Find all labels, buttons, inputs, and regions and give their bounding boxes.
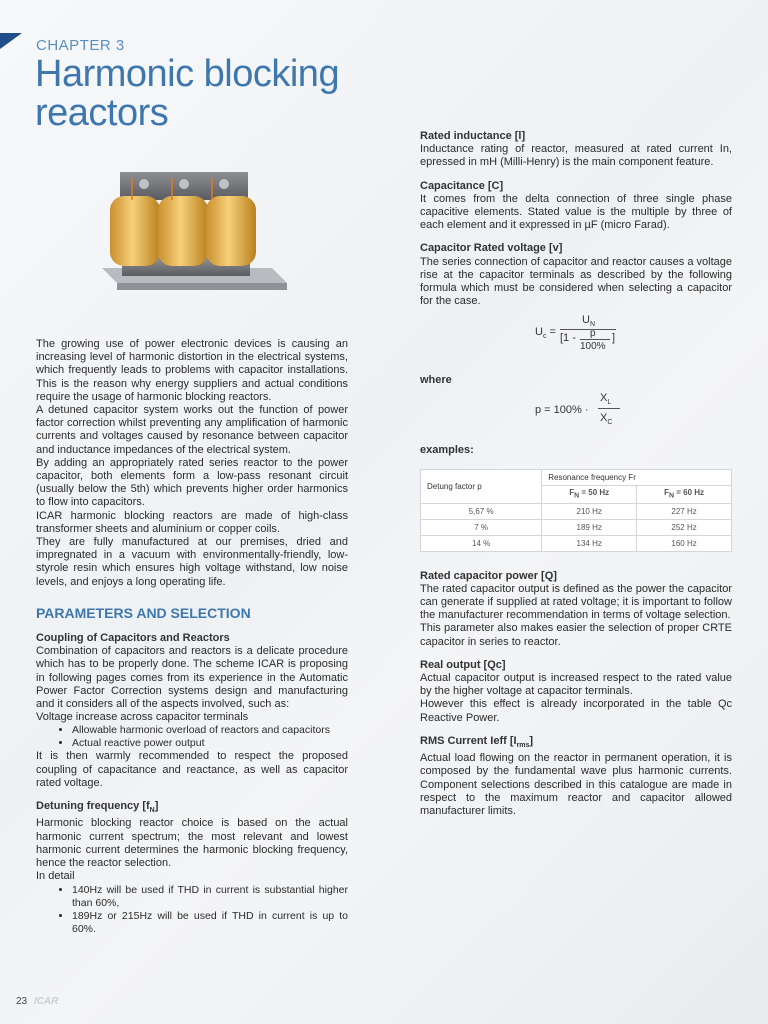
intro-paragraph: A detuned capacitor system works out the function of power factor correction whilst preventing any amplification of harmonic currents and voltages caused by resonance between capacitor and inductance impedances of the electrical system. bbox=[36, 404, 348, 456]
page-number: 23 bbox=[16, 996, 28, 1007]
table-cell: 5,67 % bbox=[421, 503, 542, 519]
chapter-label: CHAPTER 3 bbox=[36, 37, 125, 54]
rms-text: Actual load flowing on the reactor in permanent operation, it is composed by the fundamental wave plus harmonic currents. Component selections described in this catalogue are made in respect to the maximum reactor and capacitor allowed manufacturer limits. bbox=[420, 752, 732, 818]
rms-heading: RMS Current Ieff $[I_{rms}]$ bbox=[420, 734, 534, 750]
brand-logo: ICAR bbox=[33, 996, 59, 1007]
table-row bbox=[421, 503, 732, 519]
detuning-formula: p = 100% · $X_L$ $X_C$ bbox=[420, 392, 732, 434]
power-heading: Rated capacitor power [Q] bbox=[420, 569, 557, 582]
capacitance-heading: Capacitance [C] bbox=[420, 179, 504, 192]
table-cell: 160 Hz bbox=[637, 535, 732, 551]
table-header: Resonance frequency Fr bbox=[542, 469, 732, 485]
left-column bbox=[36, 338, 348, 936]
table-header: Detung factor p bbox=[421, 469, 542, 503]
table-cell: 14 % bbox=[421, 535, 542, 551]
corner-accent bbox=[0, 33, 22, 49]
detuning-heading: Detuning frequency $[f_N]$ bbox=[36, 800, 159, 815]
list-item: • 189Hz or 215Hz will be used if THD in current is up to 60%. bbox=[72, 910, 348, 936]
detuning-text: Harmonic blocking reactor choice is based on the actual harmonic current spectrum; the most relevant and lowest harmonic current determines the harmonic blocking frequency, hence the reactor selection. bbox=[36, 817, 348, 870]
voltage-formula: $U_c$ = $U_N$ [1 - p 100% ] bbox=[535, 314, 616, 353]
table-cell: 189 Hz bbox=[542, 519, 637, 535]
table-cell: 252 Hz bbox=[637, 519, 732, 535]
real-output-text: Actual capacitor output is increased respect to the rated value by the higher voltage at capacitor terminals. bbox=[420, 672, 732, 698]
where-label: where bbox=[420, 374, 452, 387]
real-output-text: However this effect is already incorporated in the table Qc Reactive Power. bbox=[420, 698, 732, 724]
table-row bbox=[421, 535, 732, 551]
intro-paragraph: They are fully manufactured at our premises, dried and impregnated in a vacuum with environmentally-friendly, low-styrole resin which ensures high voltage withstand, low noise levels, and enjoys a long operating life. bbox=[36, 536, 348, 588]
resonance-table bbox=[420, 469, 732, 552]
table-header-row bbox=[421, 469, 732, 485]
section-title: PARAMETERS AND SELECTION bbox=[36, 604, 251, 621]
power-text: The rated capacitor output is defined as the power the capacitor can generate if supplied at rated voltage; it is important to follow the manufacturer recommendation in terms of voltage selection. bbox=[420, 582, 732, 622]
list-item: • Allowable harmonic overload of reactors and capacitors bbox=[72, 724, 348, 737]
table-cell: 7 % bbox=[421, 519, 542, 535]
detuning-list bbox=[36, 884, 348, 936]
fraction-line bbox=[560, 329, 616, 330]
page-footer bbox=[16, 996, 58, 1007]
intro-paragraph: ICAR harmonic blocking reactors are made of high-class transformer sheets and aluminium or copper coils. bbox=[36, 509, 348, 535]
table-subheader: $F_N = 60$ Hz bbox=[637, 485, 732, 503]
voltage-heading: Capacitor Rated voltage [v] bbox=[420, 242, 563, 255]
list-item: • Actual reactive power output bbox=[72, 737, 348, 750]
right-column bbox=[420, 130, 732, 818]
power-text: This parameter also makes easier the selection of proper CRTE capacitor in series to reactor. bbox=[420, 622, 732, 648]
capacitance-text: It comes from the delta connection of three single phase capacitive elements. Stated value is the multiple by three of each element and it expressed in µF (micro Farad). bbox=[420, 192, 732, 232]
intro-paragraph: The growing use of power electronic devices is causing an increasing level of harmonic distortion in the electrical systems, which frequently leads to problems with capacitor installations. This is the reason why energy suppliers and actual conditions require the usage of harmonic blocking reactors. bbox=[36, 338, 348, 403]
reactor-photo bbox=[92, 158, 292, 308]
examples-label: examples: bbox=[420, 443, 474, 456]
coupling-list-intro: Voltage increase across capacitor terminals bbox=[36, 711, 249, 724]
page-title: Harmonic blocking reactors bbox=[35, 53, 340, 134]
coupling-after: It is then warmly recommended to respect the proposed coupling of capacitance and reactance, as well as capacitor rated voltage. bbox=[36, 750, 348, 789]
table-cell: 134 Hz bbox=[542, 535, 637, 551]
inductance-heading: Rated inductance [l] bbox=[420, 130, 526, 142]
coupling-heading: Coupling of Capacitors and Reactors bbox=[36, 632, 230, 645]
table-row bbox=[421, 519, 732, 535]
table-subheader: $F_N = 50$ Hz bbox=[542, 485, 637, 503]
list-item: • 140Hz will be used if THD in current is substantial higher than 60%, bbox=[72, 884, 348, 910]
table-cell: 210 Hz bbox=[542, 503, 637, 519]
real-output-heading: Real output [Qc] bbox=[420, 658, 506, 671]
coupling-list bbox=[36, 724, 348, 750]
intro-paragraph: By adding an appropriately rated series reactor to the power capacitor, both elements form a low-pass resonant circuit (usually below the 5th) which prevents higher order harmonics to flow into capacitors. bbox=[36, 456, 348, 509]
table-cell: 227 Hz bbox=[637, 503, 732, 519]
fraction-line bbox=[598, 408, 620, 409]
inductance-text: Inductance rating of reactor, measured at rated current In, epressed in mH (Milli-Henry) is the main component feature. bbox=[420, 143, 732, 169]
detuning-detail: In detail bbox=[36, 870, 75, 883]
coupling-text: Combination of capacitors and reactors is a delicate procedure which has to be properly done. The scheme ICAR is proposing in following pages comes from its experience in the Automatic Power Factor Correction systems design and manufacturing and it considers all of the aspects involved, such as: bbox=[36, 645, 348, 711]
voltage-text: The series connection of capacitor and reactor causes a voltage rise at the capacitor terminals as described by the following formula which must be considered when selecting a capacitor for the case. bbox=[420, 255, 732, 308]
